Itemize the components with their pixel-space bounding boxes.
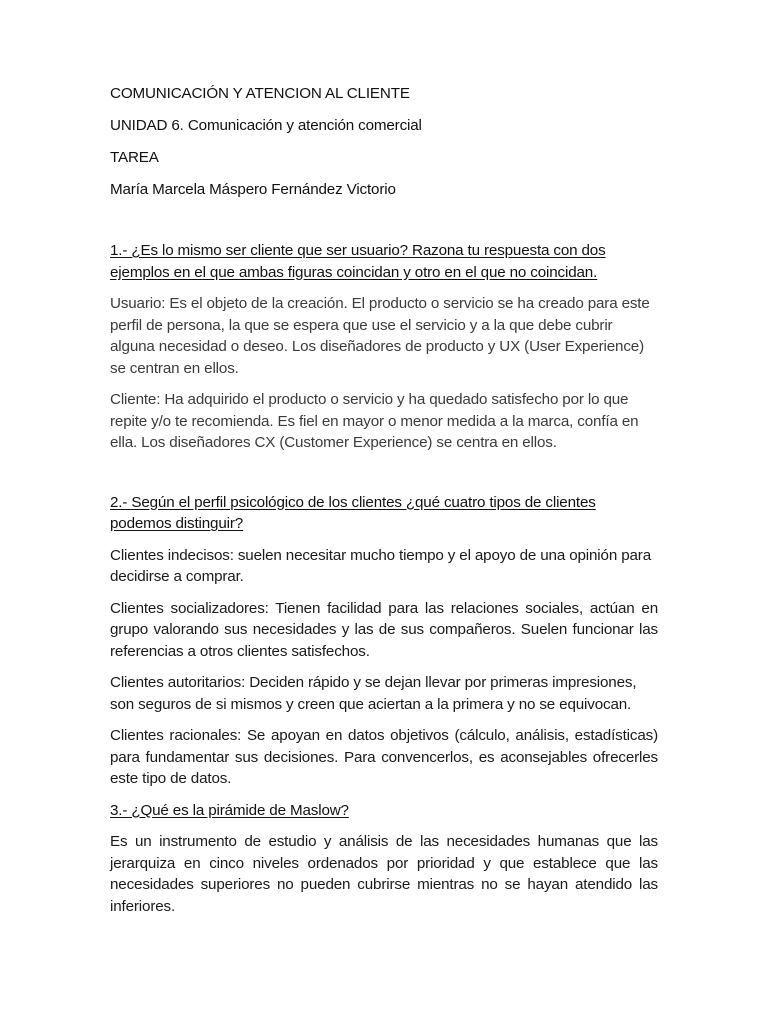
course-title: COMUNICACIÓN Y ATENCION AL CLIENTE [110,85,410,102]
task-label: TAREA [110,149,159,166]
author-name: María Marcela Máspero Fernández Victorio [110,181,396,198]
answer-3-maslow: Es un instrumento de estudio y análisis de las necesidades humanas que las jerarquiza en cinco niveles ordenados por prioridad y que establece que las necesidades superiores no pueden cubrirse mientras no se hayan atendido las inferiores. [110,833,658,915]
answer-1-cliente: Cliente: Ha adquirido el producto o servicio y ha quedado satisfecho por lo que repite y/o te recomienda. Es fiel en mayor o menor medida a la marca, confía en ella. Los diseñadores CX (Customer Experience) se centra en ellos. [110,391,639,451]
unit-title: UNIDAD 6. Comunicación y atención comercial [110,117,422,134]
question-2: 2.- Según el perfil psicológico de los clientes ¿qué cuatro tipos de clientes podemos distinguir? [110,493,596,532]
answer-2-indecisos: Clientes indecisos: suelen necesitar mucho tiempo y el apoyo de una opinión para decidirse a comprar. [110,546,651,585]
document-page [110,84,658,917]
answer-1-usuario: Usuario: Es el objeto de la creación. El producto o servicio se ha creado para este perfil de persona, la que se espera que use el servicio y a la que debe cubrir alguna necesidad o deseo. Los diseñadores de producto y UX (User Experience) se centran en ellos. [110,295,650,377]
question-1: 1.- ¿Es lo mismo ser cliente que ser usuario? Razona tu respuesta con dos ejemplos en el que ambas figuras coincidan y otro en el que no coincidan. [110,242,606,281]
answer-2-racionales: Clientes racionales: Se apoyan en datos objetivos (cálculo, análisis, estadísticas) para fundamentar sus decisiones. Para convencerlos, es aconsejables ofrecerles este tipo de datos. [110,727,658,787]
answer-2-autoritarios: Clientes autoritarios: Deciden rápido y se dejan llevar por primeras impresiones, son seguros de si mismos y creen que aciertan a la primera y no se equivocan. [110,674,637,713]
question-3: 3.- ¿Qué es la pirámide de Maslow? [110,801,349,819]
answer-2-socializadores: Clientes socializadores: Tienen facilidad para las relaciones sociales, actúan en grupo valorando sus necesidades y las de sus compañeros. Suelen funcionar las referencias a otros clientes satisfechos. [110,599,658,660]
